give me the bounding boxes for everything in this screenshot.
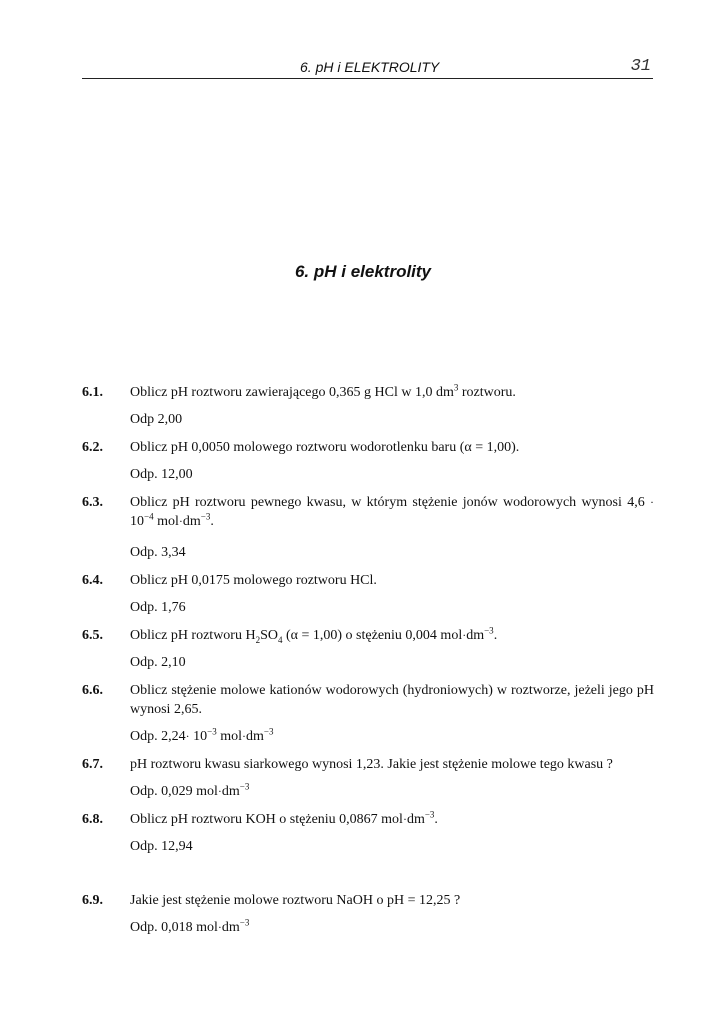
- problem-question: Oblicz pH 0,0050 molowego roztworu wodorotlenku baru (α = 1,00).: [130, 440, 520, 455]
- problem-question: Oblicz pH roztworu KOH o stężeniu 0,0867 $mol\cdot dm^{-3}$.: [130, 809, 438, 827]
- problem-question: Jakie jest stężenie molowe roztworu NaOH o pH = 12,25 ?: [130, 893, 461, 908]
- problem-question: Oblicz pH roztworu $H_2SO_4$ (α = 1,00) o stężeniu 0,004 $mol\cdot dm^{-3}$.: [130, 625, 498, 645]
- chapter-title: 6. pH i elektrolity: [294, 262, 432, 281]
- problem-answer: Odp 2,00: [130, 412, 183, 427]
- problem-answer: Odp. 12,00: [130, 467, 193, 482]
- running-title: 6. pH i ELEKTROLITY: [300, 59, 440, 75]
- problem-question: Oblicz pH roztworu pewnego kwasu, w którym stężenie jonów wodorowych wynosi $4,6 \cdot 10^{-4}$ $mol\cdot dm^{-3}$.: [130, 495, 654, 529]
- running-header: [82, 58, 653, 79]
- problem-number: 6.7.: [82, 757, 103, 772]
- problem-number: 6.4.: [82, 573, 103, 588]
- problem-number: 6.9.: [82, 893, 103, 908]
- problem-6-7: [82, 755, 654, 801]
- problem-list: [82, 383, 654, 937]
- problem-answer: Odp. 0,029 $mol\cdot dm^{-3}$: [130, 781, 250, 799]
- problem-number: 6.1.: [82, 385, 103, 400]
- problem-number: 6.2.: [82, 440, 103, 455]
- problem-number: 6.3.: [82, 495, 103, 510]
- problem-6-1: [82, 383, 654, 429]
- problem-answer: Odp. 3,34: [130, 545, 186, 560]
- problem-number: 6.6.: [82, 683, 103, 698]
- problem-6-8: [82, 810, 654, 856]
- problem-6-4: [82, 571, 654, 617]
- problem-6-9: [82, 891, 654, 937]
- problem-answer: Odp. $2,24\cdot 10^{-3}$ $mol\cdot dm^{-3}$: [130, 726, 274, 744]
- problem-number: 6.5.: [82, 628, 103, 643]
- problem-question: Oblicz pH 0,0175 molowego roztworu HCl.: [130, 573, 377, 588]
- problem-answer: Odp. 12,94: [130, 839, 193, 854]
- problem-answer: Odp. 2,10: [130, 655, 186, 670]
- problem-6-2: [82, 438, 654, 484]
- page-number: 31: [630, 57, 651, 76]
- problem-answer: Odp. 1,76: [130, 600, 186, 615]
- problem-question: Oblicz pH roztworu zawierającego 0,365 g HCl w 1,0 $dm^3$ roztworu.: [130, 382, 516, 400]
- problem-question: pH roztworu kwasu siarkowego wynosi 1,23. Jakie jest stężenie molowe tego kwasu ?: [130, 757, 613, 772]
- problem-number: 6.8.: [82, 812, 103, 827]
- problem-6-5: [82, 626, 654, 672]
- problem-6-6: [82, 681, 654, 746]
- problem-question: Oblicz stężenie molowe kationów wodorowych (hydroniowych) w roztworze, jeżeli jego pH wynosi 2,65.: [130, 683, 654, 717]
- problem-6-3: [82, 493, 654, 562]
- problem-answer: Odp. 0,018 $mol\cdot dm^{-3}$: [130, 917, 250, 935]
